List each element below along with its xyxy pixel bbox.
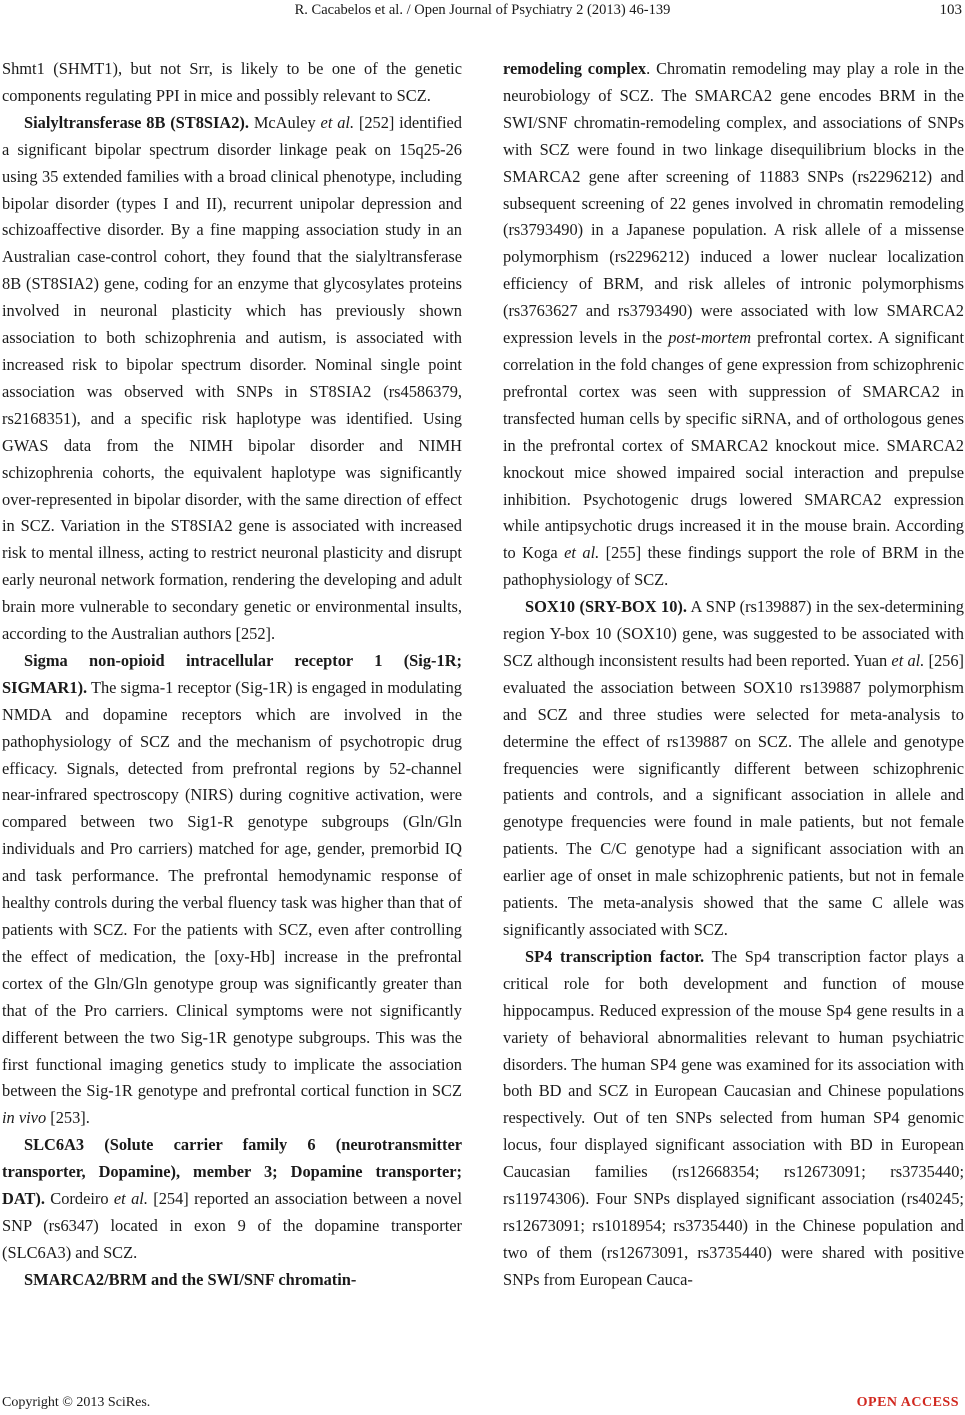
page-number: 103 [939, 2, 962, 18]
body-paragraph: Shmt1 (SHMT1), but not Srr, is likely to be one of the genetic components regulating PPI in mice and possibly relevant to SCZ. [2, 59, 462, 105]
open-access-label: OPEN ACCESS [856, 1395, 959, 1410]
page-footer [0, 1395, 965, 1415]
body-paragraph: Sialyltransferase 8B (ST8SIA2). McAuley et al. [252] identified a significant bipolar spectrum disorder linkage peak on 15q25-26 using 35 extended families with a broad clinical phenotype, including bipolar disorder (types I and II), recurrent unipolar depression and schizoaffective disorder. By a fine mapping association study in an Australian case-control cohort, they found that the sialyltransferase 8B (ST8SIA2) gene, coding for an enzyme that glycosylates proteins involved in neuronal plasticity which has previously shown association to both schizophrenia and autism, is associated with increased risk to bipolar spectrum disorder. Nominal single point association was observed with SNPs in ST8SIA2 (rs4586379, rs2168351), and a specific risk haplotype was identified. Using GWAS data from the NIMH bipolar disorder and NIMH schizophrenia cohorts, the equivalent haplotype was significantly over-represented in bipolar disorder, with the same direction of effect in SCZ. Variation in the ST8SIA2 gene is associated with increased risk to mental illness, acting to restrict neuronal plasticity and disrupt early neuronal network formation, rendering the developing and adult brain more vulnerable to secondary genetic or environmental insults, according to the Australian authors [252]. [2, 112, 462, 644]
page-header [0, 1, 965, 21]
right-column [503, 56, 964, 1294]
body-paragraph: SOX10 (SRY-BOX 10). A SNP (rs139887) in the sex-determining region Y-box 10 (SOX10) gene, was suggested to be associated with SCZ although inconsistent results had been reported. Yuan et al. [256] evaluated the association between SOX10 rs139887 polymorphism and SCZ and three studies were selected for meta-analysis to determine the effect of rs139887 on SCZ. The allele and genotype frequencies were significantly different between schizophrenic patients and controls, and a significant association in allele and genotype frequencies were found in male patients, but not female patients. The C/C genotype had a significant association with an earlier age of onset in male schizophrenic patients, but not in female patients. The meta-analysis showed that the same C allele was significantly associated with SCZ. [503, 597, 964, 939]
body-paragraph: Sigma non-opioid intracellular receptor 1 (Sig-1R; SIGMAR1). The sigma-1 receptor (Sig-1R) is engaged in modulating NMDA and dopamine receptors which are involved in the pathophysiology of SCZ and the mechanism of psychotropic drug efficacy. Signals, detected from prefrontal regions by 52-channel near-infrared spectroscopy (NIRS) during cognitive activation, were compared between two Sig1-R genotype subgroups (Gln/Gln individuals and Pro carriers) matched for age, gender, premorbid IQ and task performance. The prefrontal hemodynamic response of healthy controls during the verbal fluency task was higher than that of patients with SCZ. For the patients with SCZ, even after controlling the effect of medication, the [oxy-Hb] increase in the prefrontal cortex of the Gln/Gln genotype group was significantly greater than that of the Pro carriers. Clinical symptoms were not significantly different between the two Sig-1R genotype subgroups. This was the first functional imaging genetics study to implicate the association between the Sig-1R genotype and prefrontal cortical function in SCZ in vivo [253]. [2, 650, 462, 1128]
running-head: R. Cacabelos et al. / Open Journal of Psychiatry 2 (2013) 46-139 [294, 2, 671, 18]
body-paragraph: SLC6A3 (Solute carrier family 6 (neurotransmitter transporter, Dopamine), member 3; Dopamine transporter; DAT). Cordeiro et al. [254] reported an association between a novel SNP (rs6347) located in exon 9 of the dopamine transporter (SLC6A3) and SCZ. [2, 1135, 462, 1262]
copyright-notice: Copyright © 2013 SciRes. [2, 1395, 151, 1410]
body-paragraph: remodeling complex. Chromatin remodeling may play a role in the neurobiology of SCZ. The SMARCA2 gene encodes BRM in the SWI/SNF chromatin-remodeling complex, and associations of SNPs with SCZ were found in two linkage disequilibrium blocks in the SMARCA2 gene after screening of 11883 SNPs (rs2296212) and subsequent screening of 22 genes involved in chromatin remodeling (rs3793490) in a Japanese population. A risk allele of a missense polymorphism (rs2296212) induced a lower nuclear localization efficiency of BRM, and risk alleles of intronic polymorphisms (rs3763627 and rs3793490) were associated with low SMARCA2 expression levels in the post-mortem prefrontal cortex. A significant correlation in the fold changes of gene expression from schizophrenic prefrontal cortex was seen with suppression of SMARCA2 in transfected human cells by specific siRNA, and of orthologous genes in the prefrontal cortex of SMARCA2 knockout mice. SMARCA2 knockout mice showed impaired social interaction and prepulse inhibition. Psychotogenic drugs lowered SMARCA2 expression while antipsychotic drugs increased it in the mouse brain. According to Koga et al. [255] these findings support the role of BRM in the pathophysiology of SCZ. [503, 59, 965, 590]
left-column [2, 56, 462, 1294]
body-paragraph: SP4 transcription factor. The Sp4 transcription factor plays a critical role for both development and function of mouse hippocampus. Reduced expression of the mouse Sp4 gene results in a variety of behavioral abnormalities relevant to human psychiatric disorders. The human SP4 gene was examined for its association with both BD and SCZ in European Caucasian and Chinese populations respectively. Out of ten SNPs selected from human SP4 genomic locus, four displayed significant association with BD in European Caucasian families (rs12668354; rs12673091; rs3735440; rs11974306). Four SNPs displayed significant association (rs40245; rs12673091; rs1018954; rs3735440) in the Chinese population and two of them (rs12673091, rs3735440) were shared with positive SNPs from European Cauca- [503, 946, 964, 1289]
body-paragraph: SMARCA2/BRM and the SWI/SNF chromatin- [24, 1269, 357, 1289]
